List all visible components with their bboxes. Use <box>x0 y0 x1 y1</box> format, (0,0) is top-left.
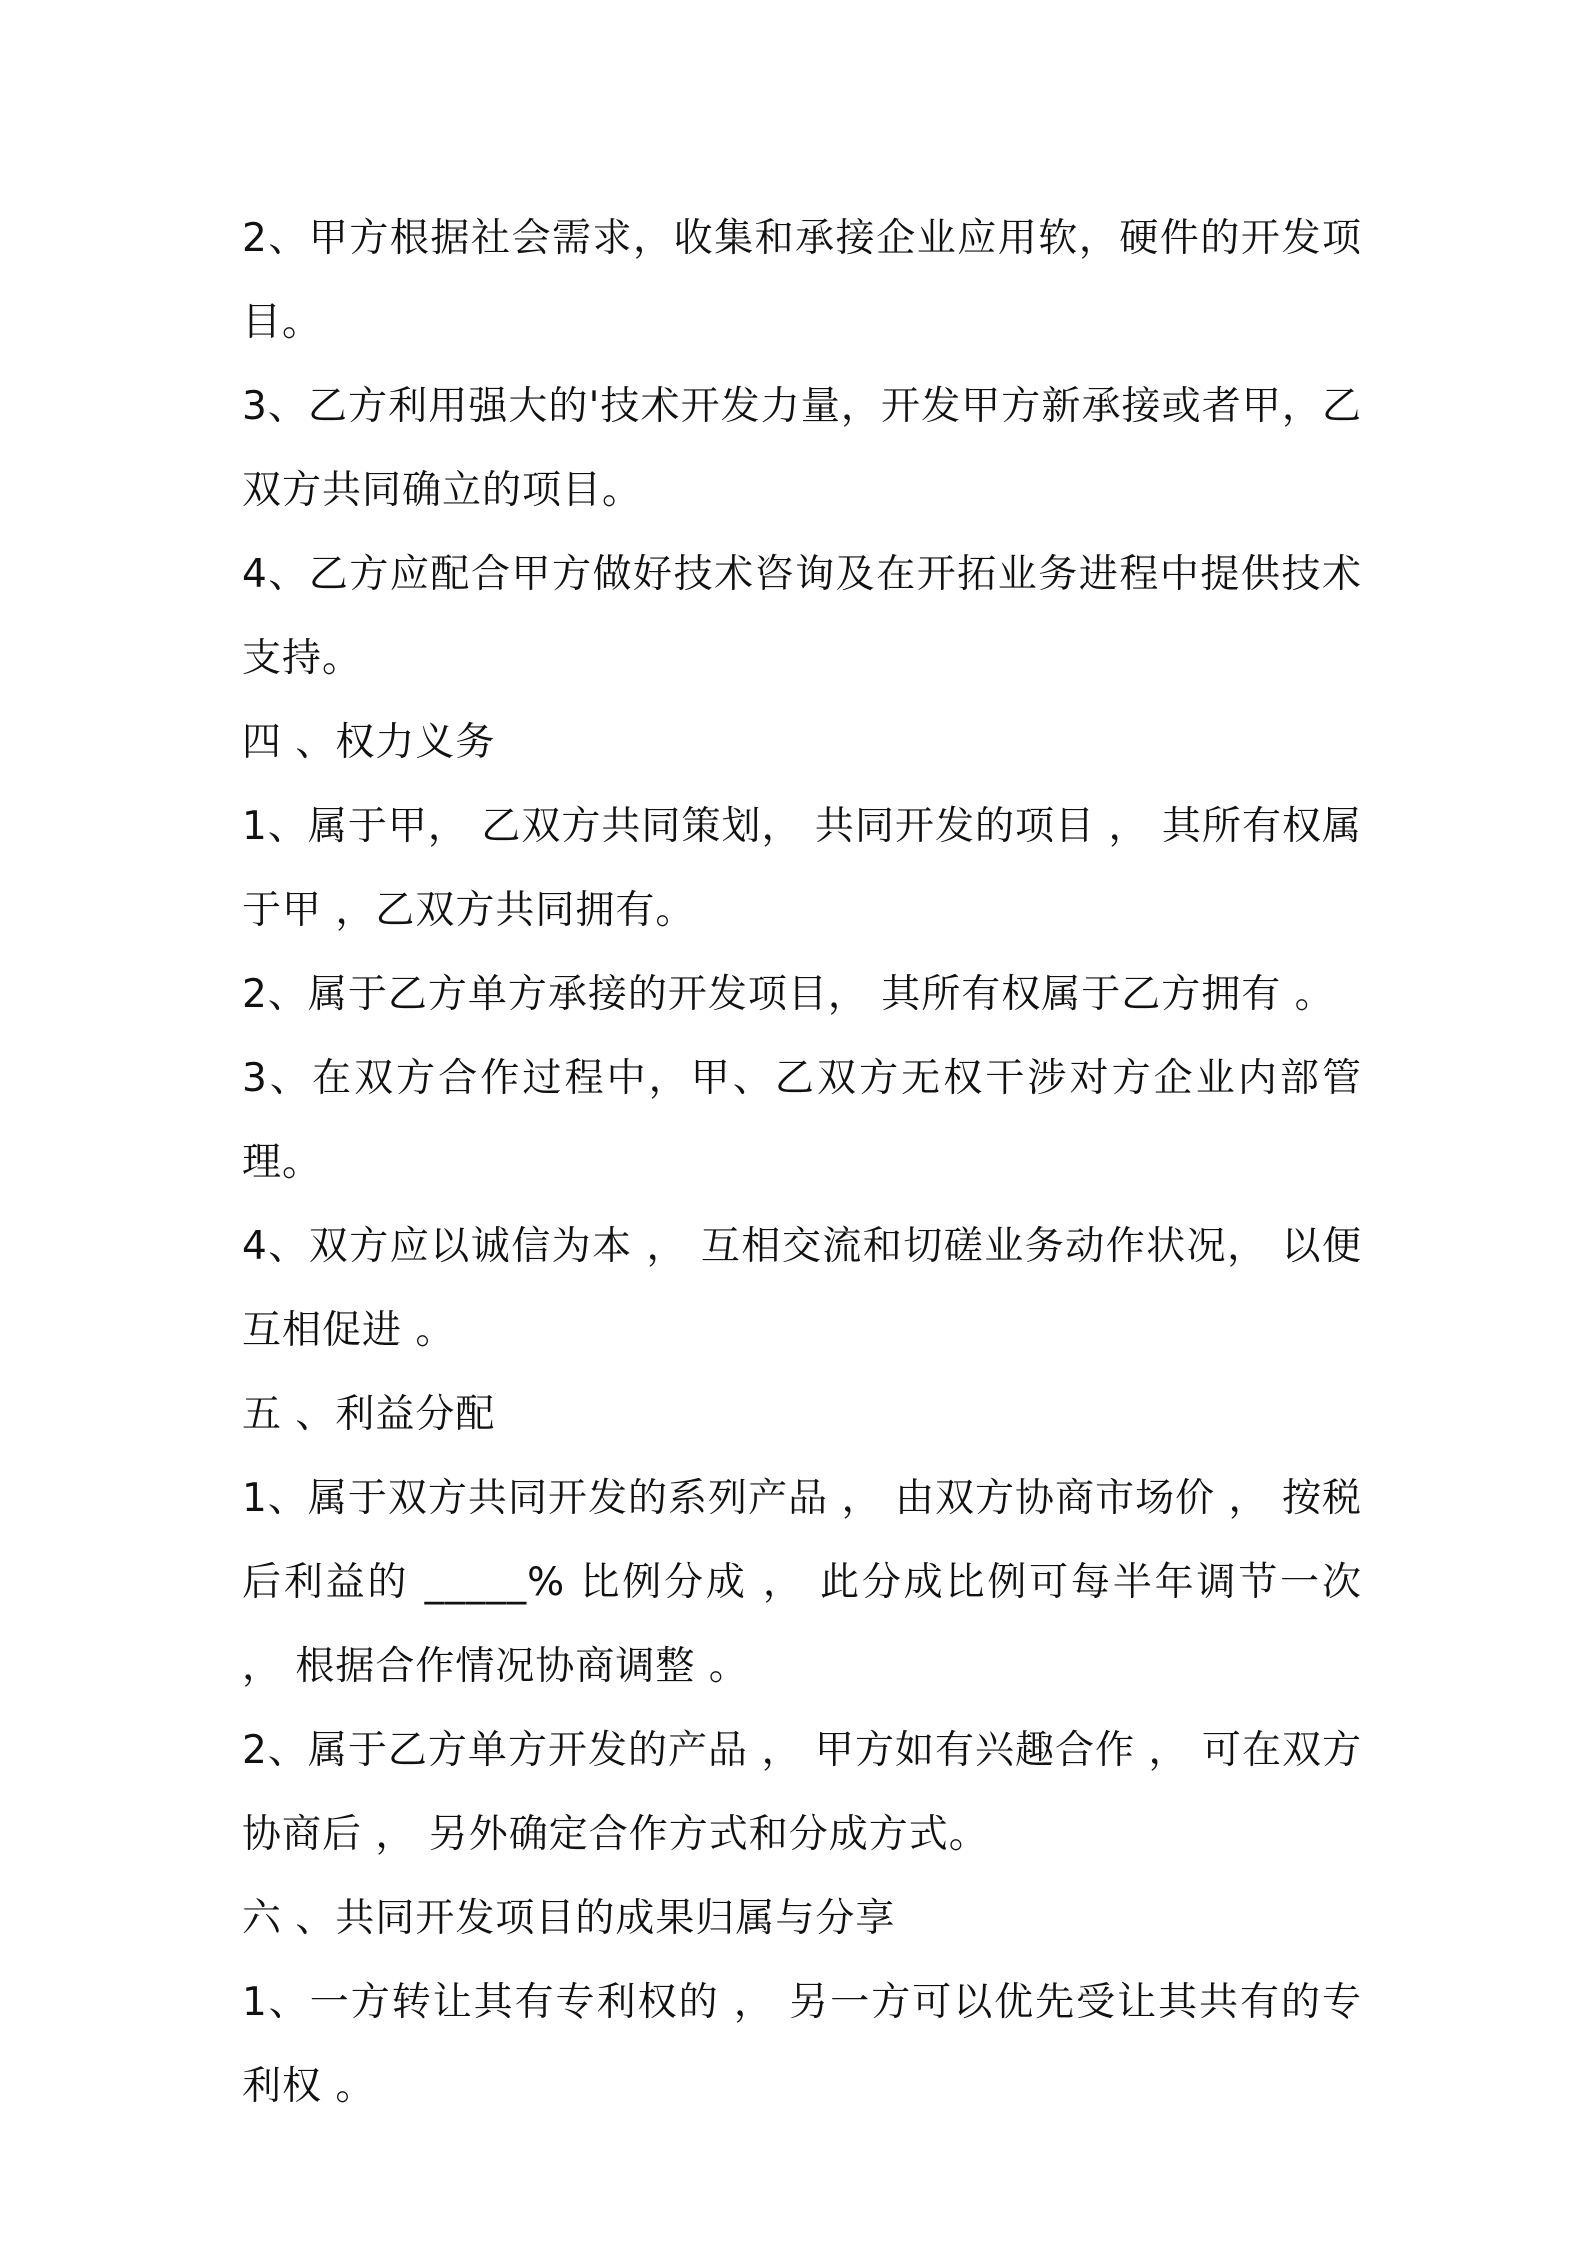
clause-6-item-1: 1、一方转让其有专利权的 ， 另一方可以优先受让其共有的专利权 。 <box>242 1980 1362 2109</box>
clause-5-item-2: 2、属于乙方单方开发的产品 ， 甲方如有兴趣合作 ， 可在双方协商后 ， 另外确定合作方式和分成方式。 <box>242 1728 1362 1857</box>
clause-3-item-4: 4、乙方应配合甲方做好技术咨询及在开拓业务进程中提供技术支持。 <box>242 552 1362 681</box>
section-heading-6: 六 、共同开发项目的成果归属与分享 <box>242 1896 896 1941</box>
clause-4-item-1: 1、属于甲， 乙双方共同策划， 共同开发的项目 ， 其所有权属于甲 ，乙双方共同拥有。 <box>242 804 1362 933</box>
clause-4-item-4: 4、双方应以诚信为本 ， 互相交流和切磋业务动作状况， 以便互相促进 。 <box>242 1224 1362 1353</box>
clause-3-item-3: 3、乙方利用强大的'技术开发力量，开发甲方新承接或者甲，乙双方共同确立的项目。 <box>242 384 1362 513</box>
clause-3-item-2: 2、甲方根据社会需求，收集和承接企业应用软，硬件的开发项目。 <box>242 216 1362 345</box>
clause-4-item-2: 2、属于乙方单方承接的开发项目， 其所有权属于乙方拥有 。 <box>242 972 1335 1017</box>
section-heading-5: 五 、利益分配 <box>242 1392 496 1437</box>
clause-5-item-1: 1、属于双方共同开发的系列产品 ， 由双方协商市场价 ， 按税后利益的 _____% 比例分成 ， 此分成比例可每半年调节一次 ， 根据合作情况协商调整 。 <box>242 1476 1362 1689</box>
section-heading-4: 四 、权力义务 <box>242 720 496 765</box>
document-page <box>242 197 1362 2129</box>
clause-4-item-3: 3、在双方合作过程中，甲、乙双方无权干涉对方企业内部管理。 <box>242 1056 1362 1185</box>
